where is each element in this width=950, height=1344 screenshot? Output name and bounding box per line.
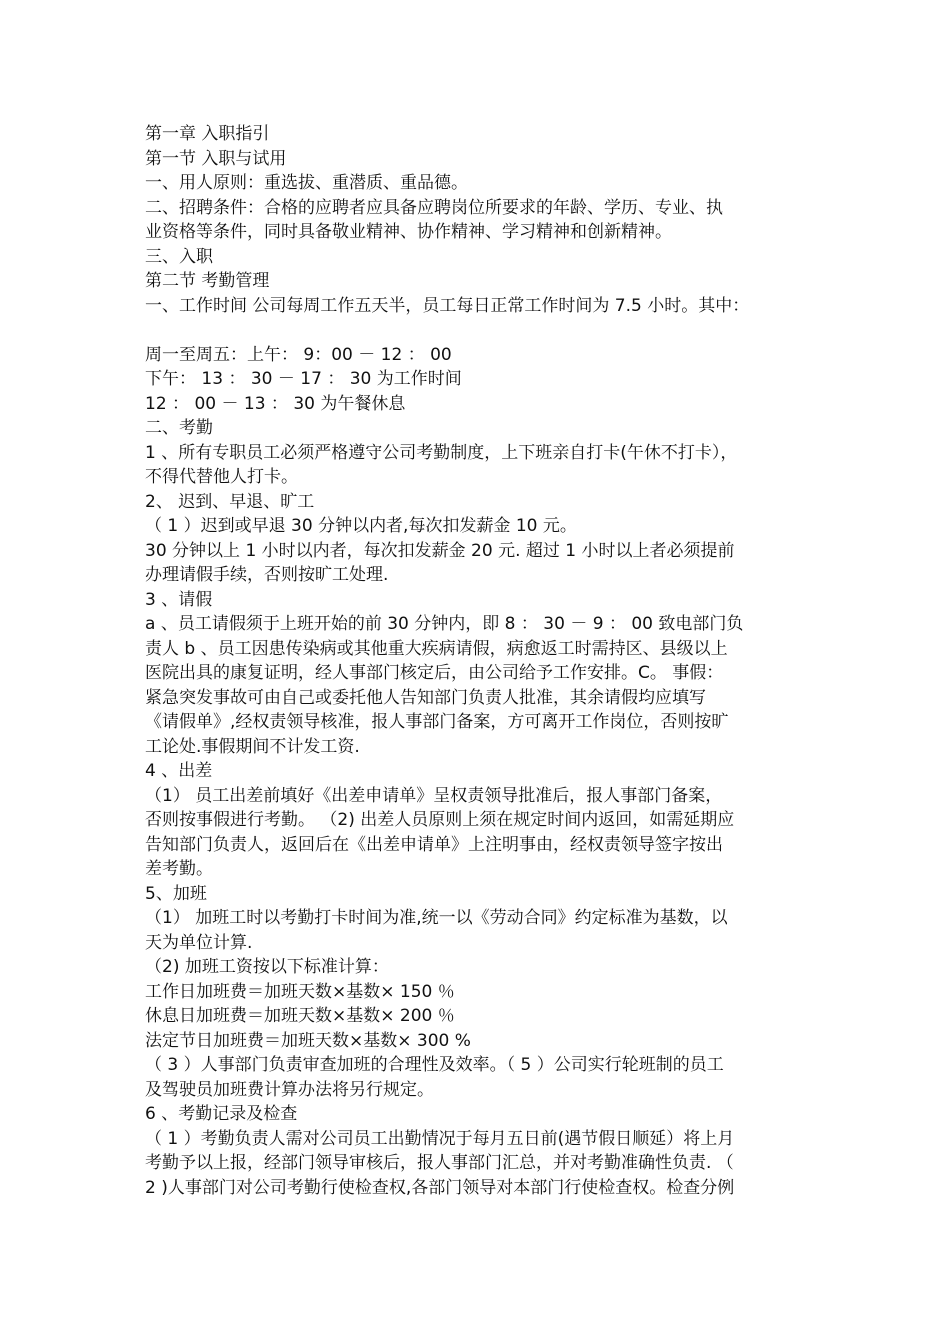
text-line: （ 1 ）迟到或早退 30 分钟以内者,每次扣发薪金 10 元。	[145, 516, 577, 536]
text-line: 天为单位计算.	[145, 932, 253, 953]
document-body	[145, 122, 810, 1200]
text-line: 工论处.事假期间不计发工资.	[145, 736, 360, 757]
text-line: 12 ： 00 － 13 ： 30 为午餐休息	[145, 393, 406, 414]
text-line: 30 分钟以上 1 小时以内者，每次扣发薪金 20 元. 超过 1 小时以上者必须提前	[145, 540, 735, 561]
text-line: 休息日加班费＝加班天数×基数× 200 ％	[145, 1006, 455, 1026]
text-line: 不得代替他人打卡。	[145, 467, 298, 487]
text-line: （1） 加班工时以考勤打卡时间为准,统一以《劳动合同》约定标准为基数，以	[145, 908, 728, 928]
text-line: 二、考勤	[145, 418, 213, 438]
text-line: 告知部门负责人，返回后在《出差申请单》上注明事由，经权责领导签字按出	[145, 834, 723, 855]
blank-line	[145, 318, 810, 343]
text-line: 第一节 入职与试用	[145, 148, 287, 169]
text-line: 工作日加班费＝加班天数×基数× 150 ％	[145, 981, 455, 1002]
text-line: 考勤予以上报，经部门领导审核后，报人事部门汇总，并对考勤准确性负责. （	[145, 1153, 734, 1173]
text-line: 办理请假手续，否则按旷工处理.	[145, 565, 389, 585]
text-line: 二、招聘条件：合格的应聘者应具备应聘岗位所要求的年龄、学历、专业、执	[145, 197, 723, 218]
text-line: 一、工作时间 公司每周工作五天半，员工每日正常工作时间为 7.5 小时。其中：	[145, 295, 750, 316]
text-line: 否则按事假进行考勤。 （2) 出差人员原则上须在规定时间内返回，如需延期应	[145, 810, 735, 830]
text-line: 差考勤。	[145, 859, 213, 879]
text-line: 三、入职	[145, 246, 213, 267]
text-line: （1） 员工出差前填好《出差申请单》呈权责领导批准后，报人事部门备案，	[145, 785, 723, 806]
text-line: 第二节 考勤管理	[145, 271, 270, 291]
text-line: 6 、考勤记录及检查	[145, 1104, 298, 1124]
text-line: 业资格等条件，同时具备敬业精神、协作精神、学习精神和创新精神。	[145, 222, 672, 242]
text-line: 医院出具的康复证明，经人事部门核定后，由公司给予工作安排。C。 事假：	[145, 663, 724, 683]
text-line: 3 、请假	[145, 589, 213, 610]
text-line: 责人 b 、员工因患传染病或其他重大疾病请假，病愈返工时需持区、县级以上	[145, 638, 728, 659]
text-line: （2) 加班工资按以下标准计算：	[145, 957, 389, 977]
text-line: 一、用人原则：重选拔、重潜质、重品德。	[145, 173, 468, 193]
text-line: 《请假单》,经权责领导核准，报人事部门备案，方可离开工作岗位，否则按旷	[145, 712, 729, 732]
text-line: （ 1 ）考勤负责人需对公司员工出勤情况于每月五日前(遇节假日顺延）将上月	[145, 1128, 735, 1149]
text-line: 及驾驶员加班费计算办法将另行规定。	[145, 1079, 434, 1100]
text-line: 下午： 13 ： 30 － 17 ： 30 为工作时间	[145, 369, 462, 389]
text-line: 周一至周五：上午： 9：00 － 12 ： 00	[145, 344, 452, 365]
text-line: 法定节日加班费＝加班天数×基数× 300 %	[145, 1030, 471, 1051]
text-line: 紧急突发事故可由自己或委托他人告知部门负责人批准，其余请假均应填写	[145, 687, 706, 708]
text-line: 5、加班	[145, 883, 207, 904]
text-line: 2、 迟到、早退、旷工	[145, 491, 315, 512]
text-line: 1 、所有专职员工必须严格遵守公司考勤制度，上下班亲自打卡(午休不打卡），	[145, 442, 738, 463]
text-line: 2 )人事部门对公司考勤行使检查权,各部门领导对本部门行使检查权。检查分例	[145, 1177, 735, 1198]
text-line: 4 、出差	[145, 761, 213, 781]
text-line: a 、员工请假须于上班开始的前 30 分钟内，即 8 ： 30 － 9 ： 00 致电部门负	[145, 614, 744, 634]
text-line: 第一章 入职指引	[145, 124, 270, 144]
text-line: （ 3 ）人事部门负责审查加班的合理性及效率。（ 5 ）公司实行轮班制的员工	[145, 1055, 724, 1075]
